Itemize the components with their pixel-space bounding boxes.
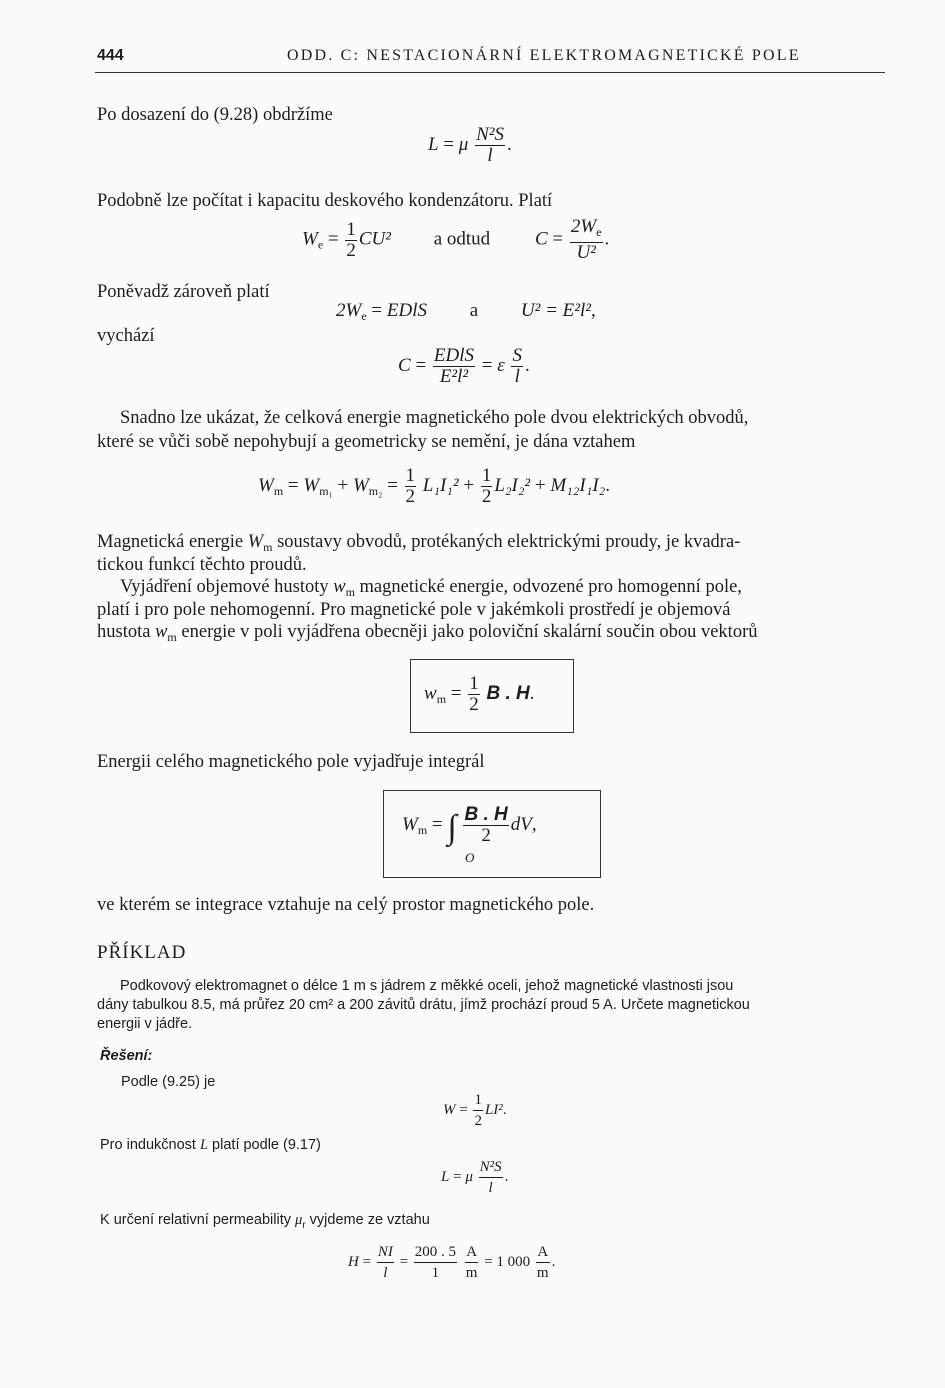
equation-magnetic-energy-circuits: $W_m = W_{m_1} + W_{m_2}$ = $\frac{1}{2}$ L₁I₁² + $\frac{1}{2}$ L₂I₂² + M₁₂I₁I₂. — [258, 465, 611, 507]
example-task: energii v jádře. — [97, 1016, 193, 1032]
solution-text: K určení relativní permeability $\mu_r$ vyjdeme ze vztahu — [100, 1212, 430, 1231]
header-rule — [95, 72, 885, 73]
example-task: Podkovový elektromagnet o délce 1 m s jádrem z měkké oceli, jehož magnetické vlastnosti jsou — [120, 978, 734, 994]
equation-energy: W = $\frac{1}{2}$ LI². — [443, 1092, 507, 1129]
paragraph: které se vůči sobě nepohybují a geometricky se nemění, je dána vztahem — [97, 432, 636, 452]
paragraph: Po dosazení do (9.28) obdržíme — [97, 105, 333, 125]
equation-inductance-example: L = μ $\frac{\text{N²S}}{l}$ . — [441, 1159, 509, 1196]
running-title: ODD. C: NESTACIONÁRNÍ ELEKTROMAGNETICKÉ POLE — [287, 47, 801, 64]
integral-domain-label: O — [465, 850, 475, 865]
equation-field-strength: H = $\frac{NI}{l}$ = $\frac{200 . 5}{1}$ $\frac{A}{m}$ = 1 000 $\frac{A}{m}$ . — [348, 1244, 556, 1281]
paragraph: hustota $w_m$ energie v poli vyjádřena obecněji jako poloviční skalární součin obou vektorů — [97, 622, 758, 644]
equation-energy-density: $w_m$ = $\frac{1}{2}$ B . H. — [424, 673, 535, 715]
equation-relations: $2W_e$ = EDlS a U² = E²l², — [336, 300, 596, 323]
page-number: 444 — [97, 47, 124, 64]
paragraph: platí i pro pole nehomogenní. Pro magnetické pole v jakémkoli prostředí je objemová — [97, 600, 731, 620]
paragraph: Snadno lze ukázat, že celková energie magnetického pole dvou elektrických obvodů, — [120, 408, 749, 428]
example-task: dány tabulkou 8.5, má průřez 20 cm² a 200 závitů drátu, jímž prochází proud 5 A. Určete magnetickou — [97, 997, 750, 1013]
paragraph: ve kterém se integrace vztahuje na celý prostor magnetického pole. — [97, 895, 595, 915]
equation-capacitance: C = $\frac{\text{EDlS}}{\text{E²l²}}$ = ε $\frac{S}{l}$ . — [398, 345, 530, 387]
paragraph: vychází — [97, 326, 155, 346]
paragraph: Poněvadž zároveň platí — [97, 282, 270, 302]
solution-text: Podle (9.25) je — [121, 1074, 216, 1090]
paragraph: Magnetická energie $W_m$ soustavy obvodů, protékaných elektrickými proudy, je kvadra- — [97, 532, 741, 554]
equation-inductance: L = μ $\frac{\text{N²S}}{l}$ . — [428, 124, 512, 166]
equation-energy-integral: $W_m$ = ∫ $\frac{B . H}{2}$ dV, — [402, 804, 537, 846]
paragraph: Vyjádření objemové hustoty $w_m$ magnetické energie, odvozené pro homogenní pole, — [120, 577, 742, 599]
example-heading: PŘÍKLAD — [97, 942, 187, 963]
solution-label: Řešení: — [100, 1048, 153, 1064]
paragraph: Energii celého magnetického pole vyjadřuje integrál — [97, 752, 485, 772]
solution-text: Pro indukčnost L platí podle (9.17) — [100, 1137, 321, 1153]
paragraph: tickou funkcí těchto proudů. — [97, 555, 307, 575]
paragraph: Podobně lze počítat i kapacitu deskového kondenzátoru. Platí — [97, 191, 553, 211]
equation-capacitor-energy: $W_e$ = $\frac{1}{2}$ CU² a odtud C = $\frac{2W_e}{\text{U²}}$ . — [302, 216, 610, 263]
